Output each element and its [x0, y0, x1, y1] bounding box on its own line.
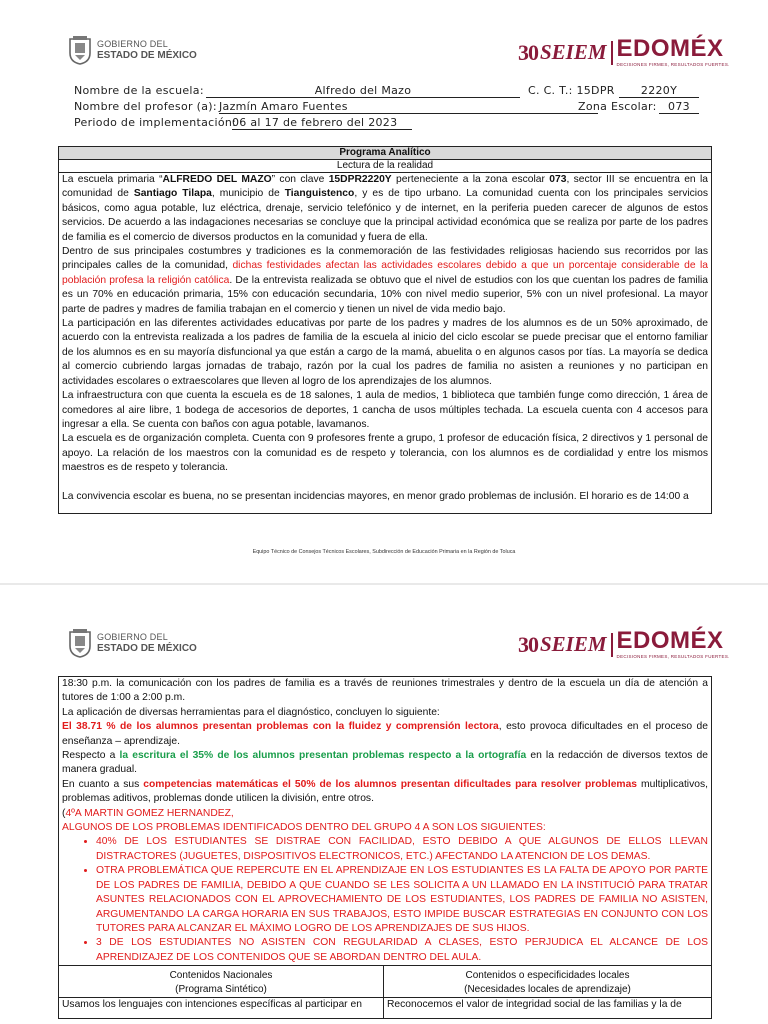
local-contents-body: Reconocemos el valor de integridad social de las familias y la de: [384, 998, 712, 1019]
paragraph-1: La escuela primaria “ALFREDO DEL MAZO” con clave 15DPR2220Y perteneciente a la zona escolar 073, sector III se encuentra en la comunidad de Santiago Tilapa, municipio de Tianguistenco, y es de tipo urbano. La comunidad cuenta con los principales servicios básicos, como agua potable, luz eléctrica, drenaje, servicio telefónico y de internet, en la periferia pueden carecer de algunos de estos servicios. De acuerdo a las indagaciones necesarias se concluye que la principal actividad económica que se realiza por parte de los padres de familia es el comercio de diversos productos en la comunidad y fuera de ella.: [62, 174, 708, 243]
coat-of-arms-icon: [67, 35, 93, 65]
period-label: Periodo de implementación:: [74, 116, 237, 129]
local-contents-header: [384, 966, 712, 998]
brand-tagline: DECISIONES FIRMES, RESULTADOS FUERTES.: [616, 654, 730, 659]
brand-edomex: EDOMÉX: [616, 35, 724, 62]
period-row: [74, 116, 398, 129]
paragraph-writing: Respecto a la escritura el 35% de los alumnos presentan problemas respecto a la ortografía en la redacción de diversos textos de manera gradual.: [62, 750, 708, 776]
brand-seiem: SEIEM: [540, 40, 607, 64]
paragraph-4: La infraestructura con que cuenta la escuela es de 18 salones, 1 aula de medios, 1 biblioteca que también funge como dirección, 1 área de comedores al aire libre, 1 bodega de accesorios de deportes, 1 cancha de usos múltiples techada. La escuela cuenta con 4 accesos para ingresar a ella. Se cuenta con baños con agua potable, lavamanos.: [62, 390, 708, 430]
paragraph-teacher: (4ºA MARTIN GOMEZ HERNANDEZ,: [62, 807, 234, 819]
reality-reading-cell: [59, 173, 712, 514]
national-contents-subtitle: (Programa Sintético): [175, 984, 267, 996]
local-contents-title: Contenidos o especificidades locales: [465, 970, 630, 982]
school-label: Nombre de la escuela:: [74, 84, 204, 97]
gob-line2: ESTADO DE MÉXICO: [97, 643, 197, 654]
gob-line2: ESTADO DE MÉXICO: [97, 50, 197, 61]
school-row: [74, 84, 678, 97]
document-page-2: [0, 585, 768, 1024]
zone-value: 073: [659, 100, 699, 114]
brand-edomex: EDOMÉX: [616, 627, 724, 654]
brand-separator: [611, 41, 613, 65]
teacher-value: Jazmín Amaro Fuentes: [219, 100, 598, 114]
list-item: • 3 DE LOS ESTUDIANTES NO ASISTEN CON REGULARIDAD A CLASES, ESTO PERJUDICA EL ALCANCE DE LOS APRENDIZAJEZ DE LOS CONTENIDOS QUE SE ABORDAN DENTRO DEL AULA.: [96, 936, 708, 965]
list-item: • OTRA PROBLEMÁTICA QUE REPERCUTE EN EL APRENDIZAJE EN LOS ESTUDIANTES ES LA FALTA DE APOYO POR PARTE DE LOS PADRES DE FAMILIA, DEBIDO A QUE CUANDO SE LES SOLICITA A UN LLAMADO EN LA INSTITUCIÓ PARA TRATAR ASUNTES RELACIONADOS CON EL APROVECHAMIENTO DE LOS ESTUDIANTES, LOS PADRES DE FAMILIA NO ASISTEN, ARGUMENTANDO LA CARGA HORARIA EN SUS TRABAJOS, ESTO IMPIDE BUSCAR ESTRATEGIAS EN CONJUNTO CON LOS TUTORES PARA ALCANZAR EL MÁXIMO LOGRO DE LOS APRENDIZAJES DE SUS HIJOS.: [96, 864, 708, 936]
gob-line1: GOBIERNO DEL: [97, 39, 168, 49]
period-value: 06 al 17 de febrero del 2023: [232, 116, 412, 130]
brand-30: 30: [518, 39, 538, 65]
brand-separator: [611, 633, 613, 657]
list-item: • 40% DE LOS ESTUDIANTES SE DISTRAE CON FACILIDAD, ESTO DEBIDO A QUE ALGUNOS DE ELLOS LLEVAN DISTRACTORES (JUGUETES, DISPOSITIVOS ELECTRONICOS, ETC.) AFECTANDO LA ATENCION DE LOS DEMAS.: [96, 835, 708, 864]
paragraph-math: En cuanto a sus competencias matemáticas el 50% de los alumnos presentan dificultades para resolver problemas multiplicativos, problemas aditivos, problemas donde utilicen la división, entre otros.: [62, 778, 708, 805]
coat-of-arms-icon: [67, 628, 93, 658]
paragraph-6: La convivencia escolar es buena, no se presentan incidencias mayores, en menor grado problemas de inclusión. El horario es de 14:00 a: [62, 490, 689, 502]
paragraph-problems-title: ALGUNOS DE LOS PROBLEMAS IDENTIFICADOS DENTRO DEL GRUPO 4 A SON LOS SIGUIENTES:: [62, 822, 546, 834]
table-subtitle: Lectura de la realidad: [59, 160, 712, 173]
gobierno-logo: [67, 628, 197, 658]
seiem-edomex-logo: [518, 627, 730, 659]
analytic-program-table: [58, 146, 712, 514]
gobierno-logo: [67, 35, 197, 65]
teacher-row: [74, 100, 690, 113]
local-contents-subtitle: (Necesidades locales de aprendizaje): [464, 984, 631, 996]
gob-line1: GOBIERNO DEL: [97, 632, 168, 642]
brand-tagline: DECISIONES FIRMES, RESULTADOS FUERTES.: [616, 62, 730, 67]
teacher-label: Nombre del profesor (a):: [74, 100, 217, 113]
paragraph-reading: El 38.71 % de los alumnos presentan problemas con la fluidez y comprensión lectora, esto provoca dificultades en el proceso de enseñanza – aprendizaje.: [62, 721, 708, 747]
cct-label: C. C. T.: 15DPR: [528, 84, 615, 97]
zone-label: Zona Escolar:: [578, 100, 657, 113]
paragraph-2: Dentro de sus principales costumbres y tradiciones es la conmemoración de las festividades religiosas haciendo sus recorridos por las principales calles de la comunidad, dichas festividades afectan las actividades escolares debido a que un porcentaje considerable de la población profesa la religión católica. De la entrevista realizada se obtuvo que el nivel de estudios con los que cuentan los padres de familia es un 70% en educación primaria, 15% con educación secundaria, 10% con nivel medio superior, 5% con un nivel profesional. La mayor parte de padres y madres de familia trabajan en el comercio y tienen un nivel de vida medio bajo.: [62, 246, 709, 315]
paragraph-tools: La aplicación de diversas herramientas para el diagnóstico, concluyen lo siguiente:: [62, 706, 440, 718]
footer-note: Equipo Técnico de Consejos Técnicos Escolares, Subdirección de Educación Primaria en la Región de Toluca: [252, 549, 516, 555]
paragraph-schedule: 18:30 p.m. la comunicación con los padres de familia es a través de reuniones trimestrales y dentro de la escuela un día de atención a tutores de 1:00 a 2:00 p.m.: [62, 678, 708, 704]
brand-30: 30: [518, 631, 538, 657]
problems-list: [62, 835, 708, 965]
paragraph-5: La escuela es de organización completa. Cuenta con 9 profesores frente a grupo, 1 profesor de educación física, 2 directivos y 1 personal de apoyo. La relación de los maestros con la comunidad es de respeto y tolerancia, con los alumnos es de cordialidad y entre los mismos maestros es de respeto y tolerancia.: [62, 433, 708, 474]
national-contents-header: [59, 966, 384, 998]
brand-seiem: SEIEM: [540, 632, 607, 656]
paragraph-3: La participación en las diferentes actividades educativas por parte de los padres y madres de los alumnos es de un 50% aproximado, de acuerdo con la entrevista realizada a los padres de familia de la escuela al inicio del ciclo escolar se puede precisar que el entorno familiar de los alumnos es en su mayoría disfuncional ya que están a cargo de la mamá, abuelita o en algunos casos por tías. La mayoría se dedica al comercio cubriendo largas jornadas de trabajo, razón por la cual los padres de familia no asisten a reuniones y no participan en actividades escolares o extraescolares que lleven al logro de los aprendizajes de los alumnos.: [62, 318, 708, 387]
school-value: Alfredo del Mazo: [206, 84, 520, 98]
national-contents-title: Contenidos Nacionales: [169, 970, 273, 982]
continuation-table: [58, 676, 712, 1019]
cct-value: 2220Y: [619, 84, 699, 98]
table-title: Programa Analítico: [59, 147, 712, 160]
national-contents-body: Usamos los lenguajes con intenciones específicas al participar en: [59, 998, 384, 1019]
seiem-edomex-logo: [518, 35, 730, 67]
diagnosis-cell: [59, 677, 712, 966]
